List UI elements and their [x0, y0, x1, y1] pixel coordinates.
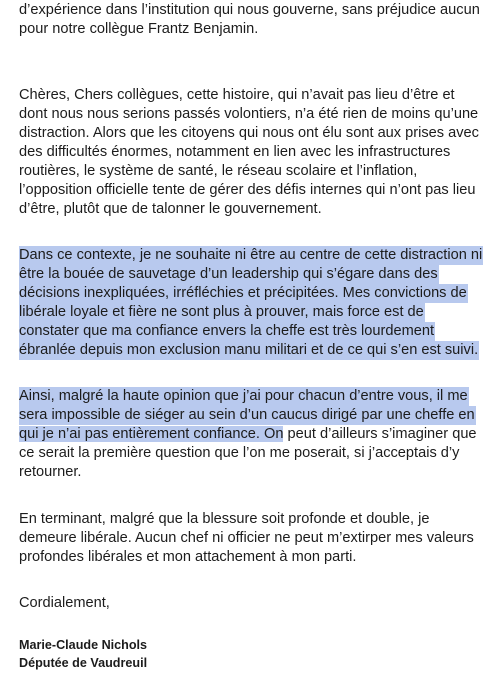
text-line: d’être, plutôt que de talonner le gouvernement. — [19, 201, 322, 217]
highlighted-segment[interactable]: qui je n’ai pas entièrement confiance. On — [19, 426, 284, 442]
text-line: En terminant, malgré que la blessure soit profonde et double, je — [19, 511, 430, 527]
text-line[interactable] — [19, 425, 477, 444]
unhighlighted-segment: peut d’ailleurs s’imaginer que — [283, 426, 477, 442]
text-line: pour notre collègue Frantz Benjamin. — [19, 21, 259, 37]
text-line: demeure libérale. Aucun chef ni officier ne peut m’extirper mes valeurs — [19, 530, 474, 546]
highlighted-text-line[interactable]: ébranlée depuis mon exclusion manu militari et de ce qui s’en est suivi. — [19, 342, 479, 358]
highlighted-text-line[interactable]: constater que ma confiance envers la cheffe est très lourdement — [19, 323, 435, 339]
highlighted-text-line[interactable]: sera impossible de siéger au sein d’un caucus dirigé par une cheffe en — [19, 407, 475, 423]
text-line: des difficultés énormes, notamment en lien avec les infrastructures — [19, 144, 451, 160]
signature-name: Marie-Claude Nichols — [19, 638, 148, 652]
text-line: ce serait la première question que l’on me poserait, si j’acceptais d’y — [19, 445, 460, 461]
text-line: Chères, Chers collègues, cette histoire, qui n’avait pas lieu d’être et — [19, 87, 455, 103]
salutation: Cordialement, — [19, 595, 110, 611]
signature-title: Députée de Vaudreuil — [19, 656, 148, 670]
text-line: routières, le système de santé, le réseau scolaire et l’inflation, — [19, 163, 418, 179]
text-line: dont nous nous serions passés volontiers, n’a été rien de moins qu’une — [19, 106, 479, 122]
text-line: d’expérience dans l’institution qui nous gouverne, sans préjudice aucun — [19, 2, 480, 18]
highlighted-text-line[interactable]: être la bouée de sauvetage d’un leadership qui s’égare dans des — [19, 266, 438, 282]
highlighted-text-line[interactable]: décisions inexpliquées, irréfléchies et précipitées. Mes convictions de — [19, 285, 467, 301]
highlighted-text-line[interactable]: Dans ce contexte, je ne souhaite ni être au centre de cette distraction ni — [19, 247, 483, 263]
highlighted-text-line[interactable]: Ainsi, malgré la haute opinion que j’ai pour chacun d’entre vous, il me — [19, 388, 468, 404]
text-line: profondes libérales et mon attachement à mon parti. — [19, 549, 357, 565]
text-line: retourner. — [19, 464, 82, 480]
text-line: distraction. Alors que les citoyens qui nous ont élu sont aux prises avec — [19, 125, 479, 141]
highlighted-text-line[interactable]: libérale loyale et fière ne sont plus à prouver, mais force est de — [19, 304, 424, 320]
text-line: l’opposition officielle tente de gérer des défis internes qui n’ont pas lieu — [19, 182, 476, 198]
